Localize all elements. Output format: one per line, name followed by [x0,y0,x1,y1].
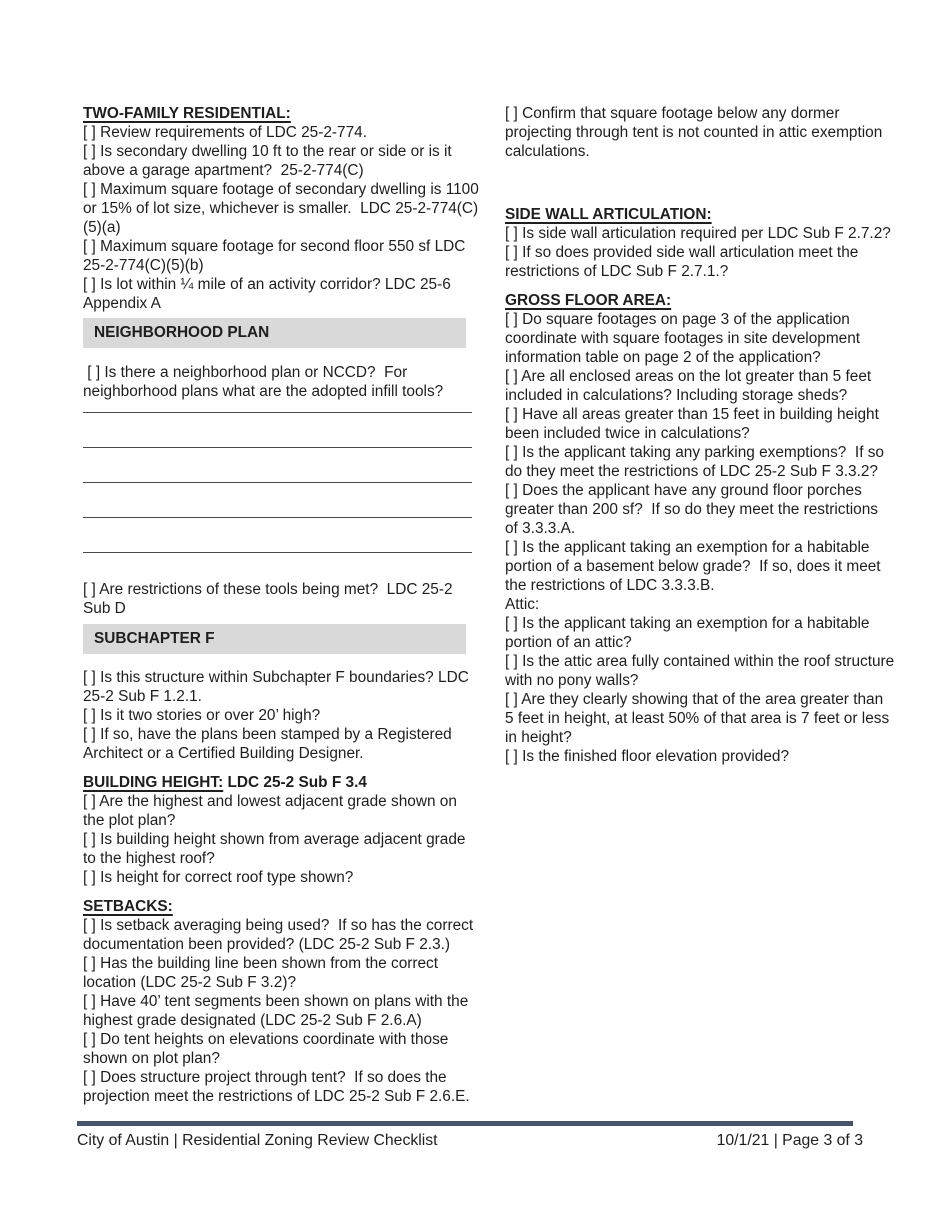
checklist-item: [ ] Have all areas greater than 15 feet in building height been included twice in calculations? [505,406,884,442]
checklist-item: [ ] Review requirements of LDC 25-2-774. [83,124,367,141]
checklist-item: [ ] Do tent heights on elevations coordinate with those shown on plot plan? [83,1031,453,1067]
text-line: Attic: [505,596,540,613]
checklist-item: [ ] Does structure project through tent? If so does the projection meet the restrictions of LDC 25-2 Sub F 2.6.E. [83,1069,470,1105]
page-footer [77,1131,863,1151]
checklist-item: [ ] Is secondary dwelling 10 ft to the rear or side or is it above a garage apartment? 25-2-774(C) [83,143,456,179]
checklist-section [83,363,480,401]
checklist-item: [ ] Have 40’ tent segments been shown on plans with the highest grade designated (LDC 25-2 Sub F 2.6.A) [83,993,473,1029]
right-column [505,104,899,766]
checklist-item: [ ] Is it two stories or over 20’ high? [83,707,321,724]
write-in-line [83,412,472,413]
section-heading-suffix: LDC 25-2 Sub F 3.4 [223,774,367,791]
checklist-item: [ ] If so, have the plans been stamped by a Registered Architect or a Certified Building Designer. [83,726,456,762]
section-heading [83,897,480,916]
write-in-line [83,517,472,518]
checklist-item: [ ] Maximum square footage for second floor 550 sf LDC 25-2-774(C)(5)(b) [83,238,470,274]
checklist-item: [ ] Is side wall articulation required per LDC Sub F 2.7.2? [505,225,891,242]
checklist-section [83,104,484,313]
write-in-line [83,482,472,483]
checklist-item: [ ] Is the applicant taking an exemption for a habitable portion of an attic? [505,615,874,651]
checklist-item: [ ] Are they clearly showing that of the area greater than 5 feet in height, at least 50% of that area is 7 feet or less in height? [505,691,894,746]
checklist-item: [ ] Is the attic area fully contained within the roof structure with no pony walls? [505,653,899,689]
checklist-item: [ ] Is building height shown from average adjacent grade to the highest roof? [83,831,470,867]
checklist-item: [ ] Has the building line been shown from the correct location (LDC 25-2 Sub F 3.2)? [83,955,443,991]
checklist-item: [ ] Is the applicant taking an exemption for a habitable portion of a basement below grade? If so, does it meet the restrictions of LDC 3.3.3.B. [505,539,885,594]
checklist-item: [ ] Is this structure within Subchapter F boundaries? LDC 25-2 Sub F 1.2.1. [83,669,474,705]
checklist-section [83,897,480,1106]
checklist-item: [ ] Do square footages on page 3 of the application coordinate with square footages in site development information table on page 2 of the application? [505,311,865,366]
checklist-item: [ ] Is setback averaging being used? If so has the correct documentation been provided? (LDC 25-2 Sub F 2.3.) [83,917,478,953]
section-bar-heading: NEIGHBORHOOD PLAN [83,318,466,348]
left-column [83,104,484,1106]
write-in-line [83,447,472,448]
checklist-item: [ ] Is the finished floor elevation provided? [505,748,790,765]
section-heading [505,291,895,310]
checklist-section [505,104,895,161]
footer-divider-line [77,1121,853,1126]
checklist-item: [ ] If so does provided side wall articulation meet the restrictions of LDC Sub F 2.7.1.? [505,244,863,280]
checklist-item: [ ] Is the applicant taking any parking exemptions? If so do they meet the restrictions of LDC 25-2 Sub F 3.3.2? [505,444,889,480]
checklist-item: [ ] Is there a neighborhood plan or NCCD? For neighborhood plans what are the adopted infill tools? [83,364,444,400]
write-in-line [83,552,472,553]
section-bar-heading: SUBCHAPTER F [83,624,466,654]
footer-right-text: 10/1/21 | Page 3 of 3 [716,1132,863,1149]
section-heading-text: GROSS FLOOR AREA: [505,292,672,309]
checklist-section [505,205,895,281]
section-heading [83,773,480,792]
checklist-item: [ ] Is lot within ¼ mile of an activity corridor? LDC 25-6 Appendix A [83,276,455,312]
checklist-section [505,291,899,766]
section-heading-text: SETBACKS: [83,898,173,915]
section-heading [505,205,895,224]
checklist-item: [ ] Maximum square footage of secondary dwelling is 1100 or 15% of lot size, whichever is smaller. LDC 25-2-774(C)(5)(a) [83,181,484,236]
checklist-item: [ ] Does the applicant have any ground floor porches greater than 200 sf? If so do they meet the restrictions of 3.3.3.A. [505,482,883,537]
checklist-section [83,580,480,618]
section-heading-text: BUILDING HEIGHT: [83,774,224,791]
checklist-item: [ ] Is height for correct roof type shown? [83,869,354,886]
checklist-item: [ ] Are the highest and lowest adjacent grade shown on the plot plan? [83,793,462,829]
section-heading-text: SIDE WALL ARTICULATION: [505,206,712,223]
checklist-section [83,773,480,887]
section-heading-text: TWO-FAMILY RESIDENTIAL: [83,105,291,122]
checklist-section [83,668,480,763]
section-heading [83,104,480,123]
checklist-item: [ ] Confirm that square footage below any dormer projecting through tent is not counted in attic exemption calculations. [505,105,887,160]
write-in-lines [83,412,472,553]
checklist-item: [ ] Are all enclosed areas on the lot greater than 5 feet included in calculations? Including storage sheds? [505,368,876,404]
footer-left-text: City of Austin | Residential Zoning Review Checklist [77,1132,438,1149]
checklist-item: [ ] Are restrictions of these tools being met? LDC 25-2 Sub D [83,581,457,617]
